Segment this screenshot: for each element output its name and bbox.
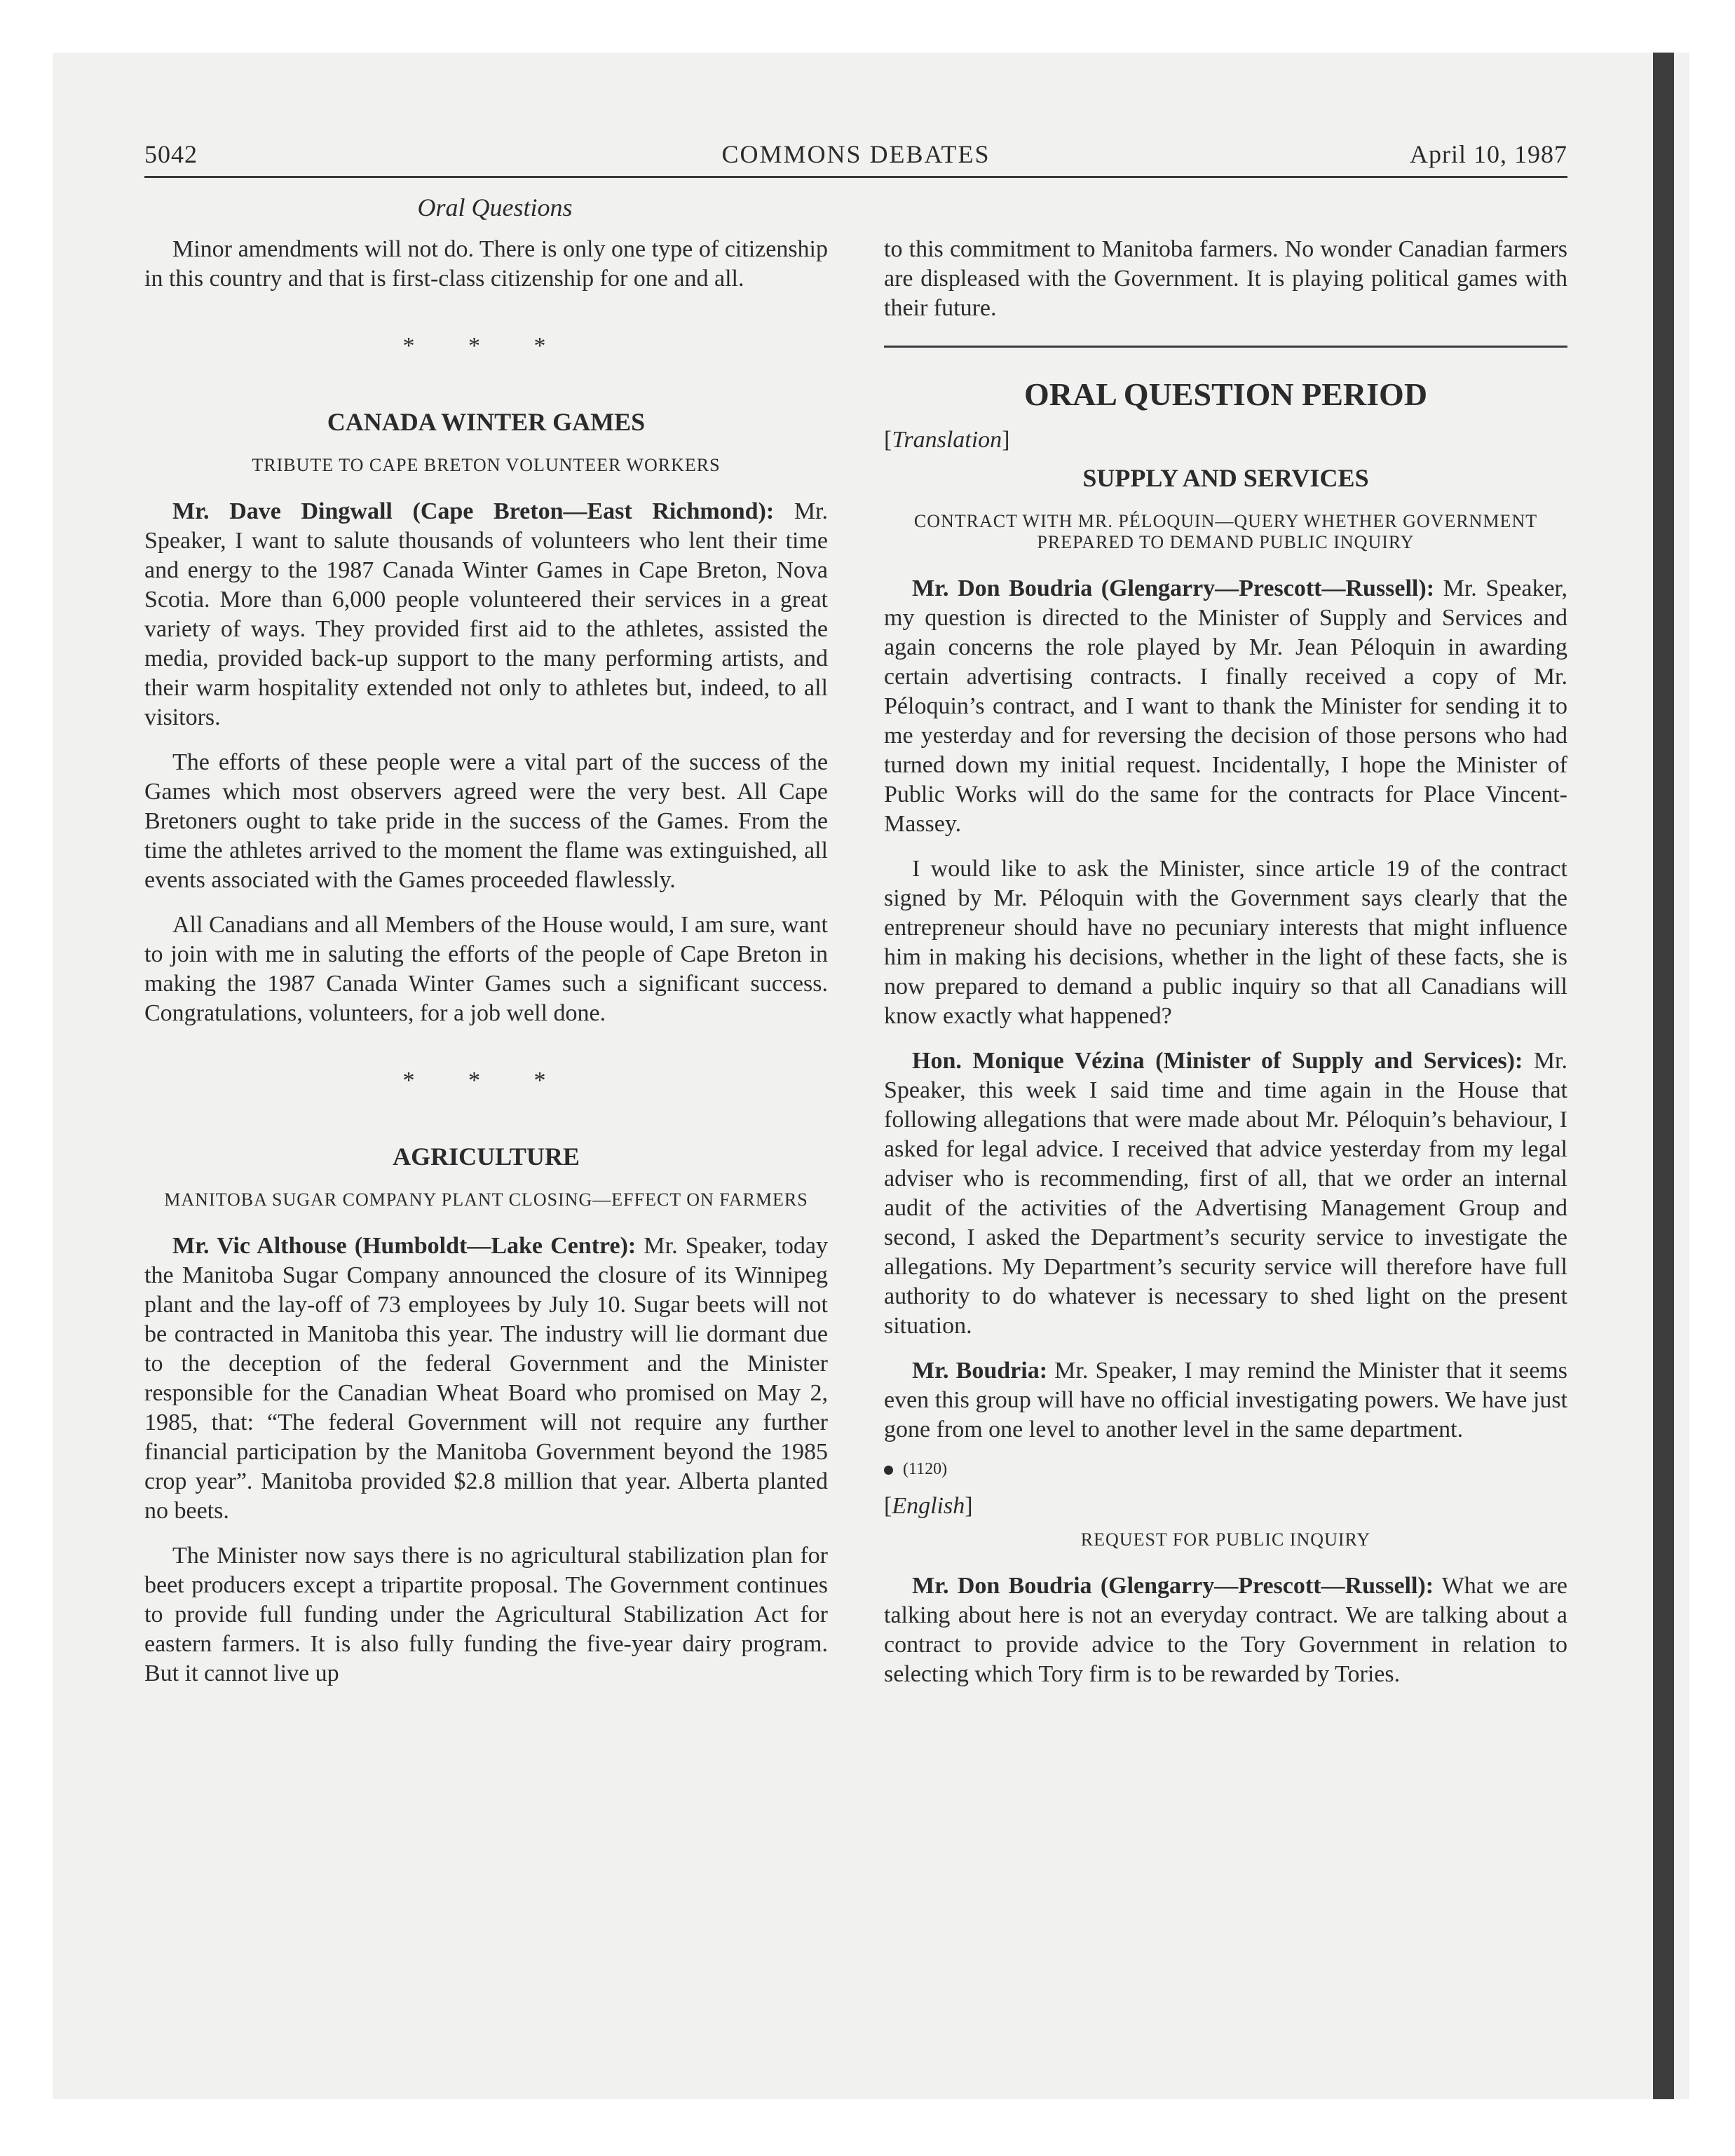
speech-paragraph bbox=[884, 1046, 1567, 1341]
speaker-name: Mr. Don Boudria (Glengarry—Prescott—Russell): bbox=[912, 1573, 1434, 1599]
right-column bbox=[884, 235, 1567, 1705]
section-separator: * * * bbox=[402, 333, 570, 359]
section-heading: AGRICULTURE bbox=[393, 1142, 580, 1171]
speaker-name: Hon. Monique Vézina (Minister of Supply and Services): bbox=[912, 1048, 1523, 1074]
section-subheader: Oral Questions bbox=[417, 193, 573, 221]
speech-paragraph bbox=[884, 574, 1567, 839]
speech-paragraph bbox=[144, 1231, 828, 1526]
speech-text: Mr. Speaker, this week I said time and time again in the House that following allegations that were made about Mr. Péloquin’s behaviour, I asked for legal advice. I received that advice yesterday from my legal adviser who is recommending, first of all, that we order an internal audit of the activities of the Advertising Management Group and second, I asked the Department’s security service to investigate the allegations. My Department’s security service will therefore have full authority to do whatever is necessary to shed light on the present situation. bbox=[884, 1048, 1568, 1339]
speech-text: Mr. Speaker, I may remind the Minister that it seems even this group will have no official investigating powers. We have just gone from one level to another level in the same department. bbox=[884, 1358, 1567, 1442]
paragraph: to this commitment to Manitoba farmers. No wonder Canadian farmers are displeased with the Government. It is playing political games with their future. bbox=[884, 236, 1567, 321]
left-column bbox=[144, 235, 828, 1704]
speaker-name: Mr. Don Boudria (Glengarry—Prescott—Russell): bbox=[912, 575, 1435, 601]
period-heading: ORAL QUESTION PERIOD bbox=[1023, 376, 1428, 412]
speech-text: Mr. Speaker, my question is directed to the Minister of Supply and Services and again concerns the role played by Mr. Jean Péloquin in awarding certain advertising contracts. I finally received a copy of Mr. Péloquin’s contract, and I want to thank the Minister for sending it to me yesterday and for reversing the decision of those persons who had turned down my initial request. Incidentally, I hope the Minister of Public Works will do the same for the contracts for Place Vincent-Massey. bbox=[884, 575, 1568, 837]
scan-edge-shadow bbox=[1653, 53, 1674, 2099]
speech-text: Mr. Speaker, I want to salute thousands of volunteers who lent their time and energy to the 1987 Canada Winter Games in Cape Breton, Nova Scotia. More than 6,000 people volunteered their services in a great variety of ways. They provided first aid to the athletes, assisted the media, provided back-up support to the many performing artists, and their warm hospitality extended not only to athletes but, indeed, to all visitors. bbox=[144, 498, 829, 730]
speech-paragraph bbox=[884, 1571, 1567, 1689]
section-subheading: REQUEST FOR PUBLIC INQUIRY bbox=[1080, 1529, 1371, 1550]
language-marker: [Translation] bbox=[884, 427, 1010, 453]
speech-text: What we are talking about here is not an everyday contract. We are talking about a contract to provide advice to the Tory Government in relation to selecting which Tory firm is to be rewarded by Tories. bbox=[884, 1573, 1568, 1687]
paragraph: The Minister now says there is no agricultural stabilization plan for beet producers except a tripartite proposal. The Government continues to provide full funding under the Agricultural Stabilization Act for eastern farmers. It is also fully funding the five-year dairy program. But it cannot live up bbox=[144, 1543, 828, 1686]
document-page bbox=[144, 137, 1567, 2029]
section-separator: * * * bbox=[402, 1067, 570, 1093]
section-subheading: MANITOBA SUGAR COMPANY PLANT CLOSING—EFFECT ON FARMERS bbox=[164, 1189, 808, 1210]
publication-date: April 10, 1987 bbox=[1410, 140, 1567, 168]
paragraph: I would like to ask the Minister, since article 19 of the contract signed by Mr. Péloquin with the Government says clearly that the entrepreneur should have no pecuniary interests that might influence him in making his decisions, whether in the light of these facts, she is now prepared to demand a public inquiry so that all Canadians will know exactly what happened? bbox=[884, 856, 1567, 1029]
section-heading: CANADA WINTER GAMES bbox=[327, 408, 646, 436]
page-number: 5042 bbox=[144, 140, 198, 168]
section-subheading: CONTRACT WITH MR. PÉLOQUIN—QUERY WHETHER GOVERNMENT PREPARED TO DEMAND PUBLIC INQUIRY bbox=[913, 511, 1538, 552]
section-subheading: TRIBUTE TO CAPE BRETON VOLUNTEER WORKERS bbox=[252, 455, 721, 475]
time-marker: (1120) bbox=[884, 1460, 1567, 1479]
speaker-name: Mr. Boudria: bbox=[912, 1358, 1048, 1384]
publication-title: COMMONS DEBATES bbox=[721, 140, 991, 168]
speech-text: Mr. Speaker, today the Manitoba Sugar Company announced the closure of its Winnipeg plant and the lay-off of 73 employees by July 10. Sugar beets will not be contracted in Manitoba this year. The industry will lie dormant due to the deception of the federal Government and the Minister responsible for the Canadian Wheat Board who promised on May 2, 1985, that: “The federal Government will not require any further financial participation by the Manitoba Government beyond the 1985 crop year”. Manitoba provided $2.8 million that year. Alberta planted no beets. bbox=[144, 1233, 829, 1524]
bullet-icon bbox=[884, 1466, 893, 1475]
paragraph: All Canadians and all Members of the House would, I am sure, want to join with me in saluting the efforts of the people of Cape Breton in making the 1987 Canada Winter Games such a significant success. Congratulations, volunteers, for a job well done. bbox=[144, 912, 828, 1026]
paragraph: The efforts of these people were a vital part of the success of the Games which most observers agreed were the very best. All Cape Bretoners ought to take pride in the success of the Games. From the time the athletes arrived to the moment the flame was extinguished, all events associated with the Games proceeded flawlessly. bbox=[144, 749, 828, 893]
running-header bbox=[144, 137, 1567, 178]
section-heading: SUPPLY AND SERVICES bbox=[1082, 464, 1369, 492]
speaker-name: Mr. Dave Dingwall (Cape Breton—East Richmond): bbox=[172, 498, 775, 524]
paragraph: Minor amendments will not do. There is only one type of citizenship in this country and that is first-class citizenship for one and all. bbox=[144, 236, 828, 292]
language-marker: [English] bbox=[884, 1493, 973, 1519]
speech-paragraph bbox=[144, 497, 828, 732]
speech-paragraph bbox=[884, 1356, 1567, 1445]
speaker-name: Mr. Vic Althouse (Humboldt—Lake Centre): bbox=[172, 1233, 637, 1259]
horizontal-rule bbox=[884, 346, 1567, 348]
